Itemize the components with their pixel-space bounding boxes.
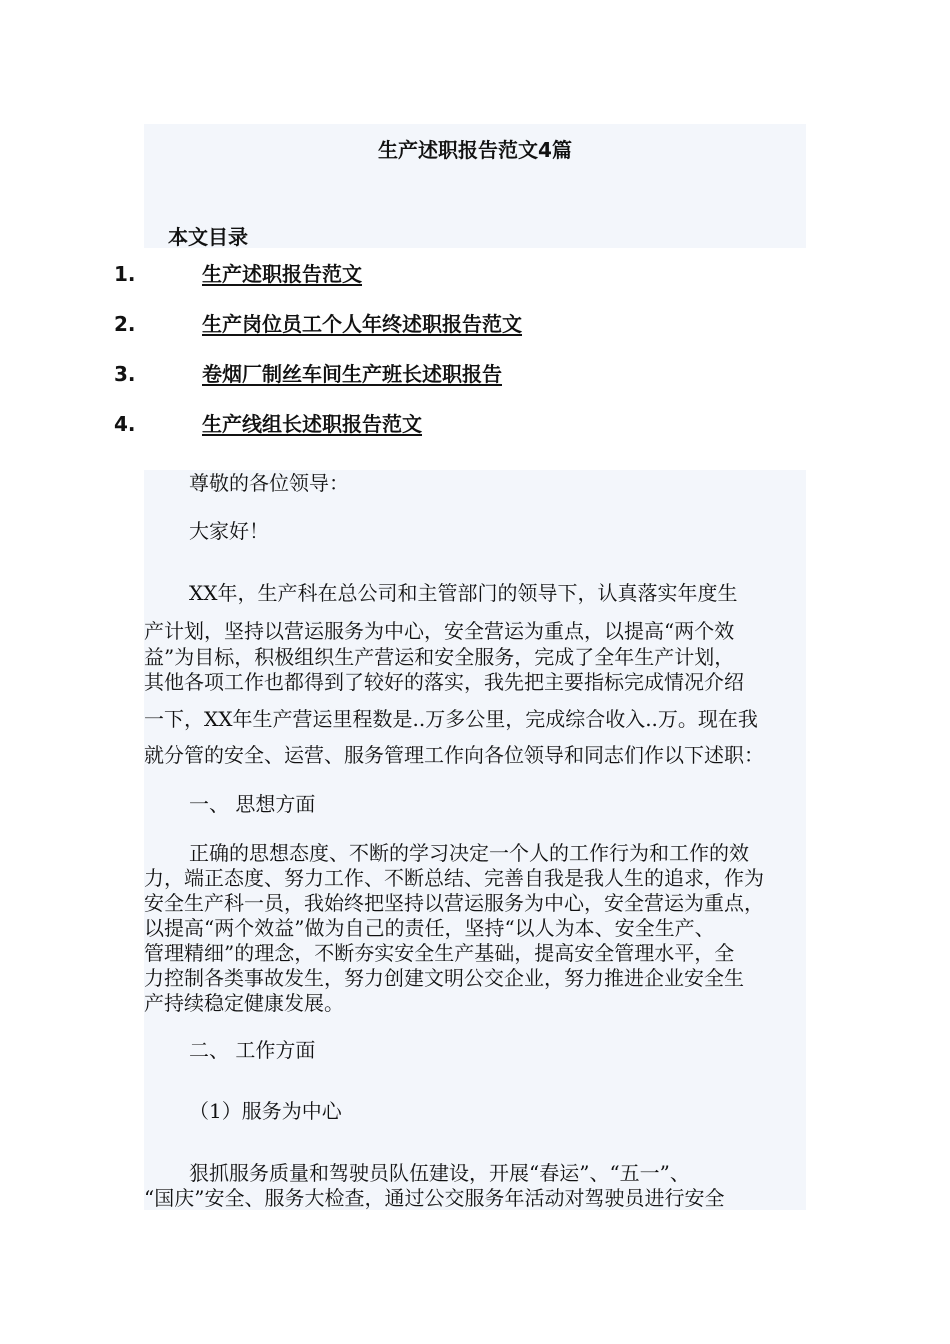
toc-item-2[interactable]: [114, 309, 814, 339]
paragraph-line: 管理精细”的理念，不断夯实安全生产基础，提高安全管理水平，全: [144, 941, 735, 965]
toc-link[interactable]: 生产线组长述职报告范文: [202, 412, 422, 436]
toc-link[interactable]: 生产述职报告范文: [202, 262, 362, 286]
section-heading-thought: 一、 思想方面: [189, 792, 316, 816]
salutation: 尊敬的各位领导：: [189, 471, 349, 495]
intro-line-3: 益”为目标，积极组织生产营运和安全服务，完成了全年生产计划，: [144, 645, 735, 669]
section-thought-paragraph: [144, 841, 824, 1016]
toc-link[interactable]: 生产岗位员工个人年终述职报告范文: [202, 312, 522, 336]
toc-number: 2.: [114, 312, 136, 336]
toc-number: 1.: [114, 262, 136, 286]
greeting: 大家好！: [189, 519, 269, 543]
paragraph-line: 正确的思想态度、不断的学习决定一个人的工作行为和工作的效: [189, 841, 749, 865]
intro-line-4: 其他各项工作也都得到了较好的落实，我先把主要指标完成情况介绍: [144, 670, 744, 694]
subsection-service-paragraph: [144, 1161, 824, 1211]
intro-line-2: 产计划，坚持以营运服务为中心，安全营运为重点，以提高“两个效: [144, 619, 735, 643]
paragraph-line: 力，端正态度、努力工作、不断总结、完善自我是我人生的追求，作为: [144, 866, 764, 890]
toc-link[interactable]: 卷烟厂制丝车间生产班长述职报告: [202, 362, 502, 386]
intro-line-5: 一下，XX年生产营运里程数是..万多公里，完成综合收入..万。现在我: [144, 707, 758, 731]
toc-number: 4.: [114, 412, 136, 436]
paragraph-line: 以提高“两个效益”做为自己的责任，坚持“以人为本、安全生产、: [144, 916, 715, 940]
paragraph-line: 狠抓服务质量和驾驶员队伍建设，开展“春运”、“五一”、: [189, 1161, 690, 1185]
toc-number: 3.: [114, 362, 136, 386]
subsection-heading-service: （1）服务为中心: [189, 1099, 342, 1123]
paragraph-line: “国庆”安全、服务大检查，通过公交服务年活动对驾驶员进行安全: [144, 1186, 725, 1210]
paragraph-line: 安全生产科一员，我始终把坚持以营运服务为中心，安全营运为重点，: [144, 891, 764, 915]
paragraph-line: 产持续稳定健康发展。: [144, 991, 344, 1015]
intro-line-1: XX年，生产科在总公司和主管部门的领导下，认真落实年度生: [189, 581, 738, 605]
document-title: 生产述职报告范文4篇: [378, 138, 572, 162]
section-heading-work: 二、 工作方面: [189, 1038, 316, 1062]
toc-heading: 本文目录: [168, 225, 248, 249]
paragraph-line: 力控制各类事故发生，努力创建文明公交企业，努力推进企业安全生: [144, 966, 744, 990]
toc-item-3[interactable]: [114, 359, 814, 389]
toc-item-4[interactable]: [114, 409, 814, 439]
intro-line-6: 就分管的安全、运营、服务管理工作向各位领导和同志们作以下述职：: [144, 743, 764, 767]
toc-item-1[interactable]: [114, 259, 814, 289]
